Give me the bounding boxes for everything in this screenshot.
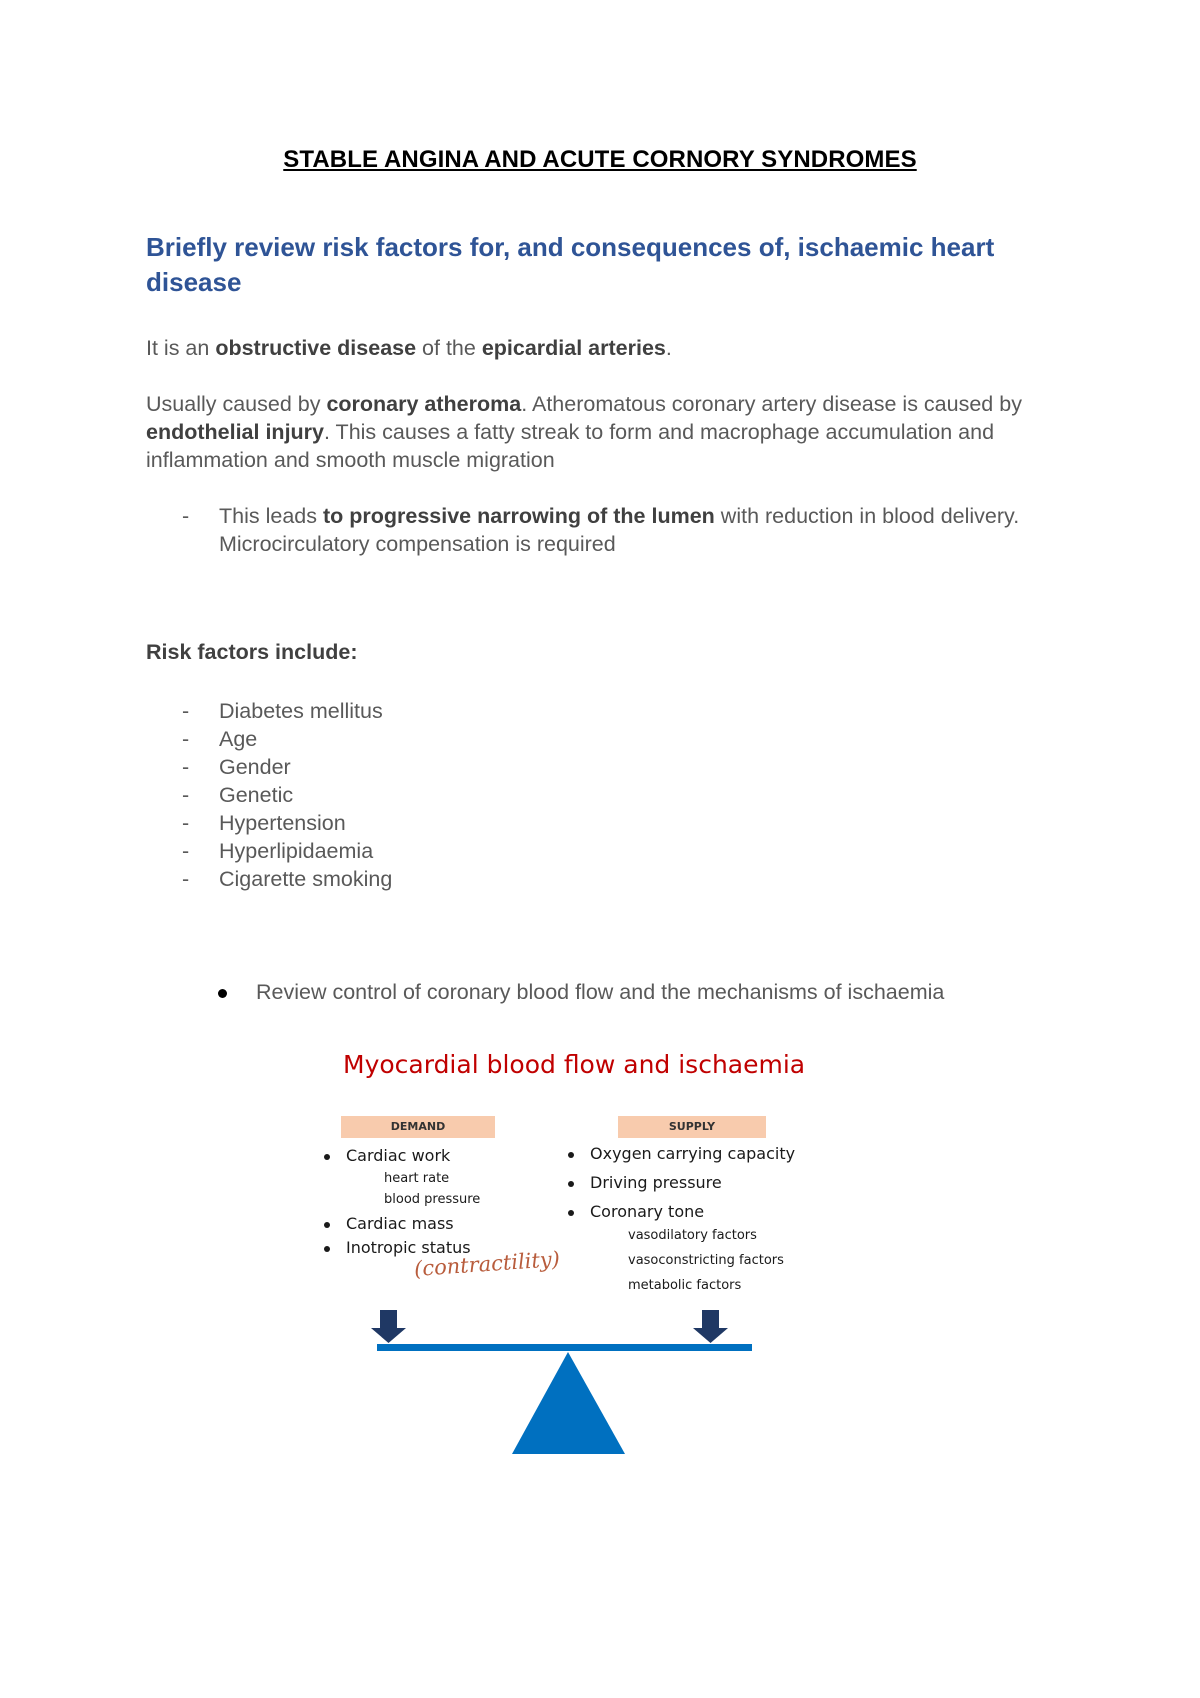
supply-item: Oxygen carrying capacity: [590, 1144, 795, 1163]
demand-subitem: heart rate: [384, 1171, 450, 1186]
bullet-icon: [218, 989, 227, 998]
paragraph-definition: It is an obstructive disease of the epicardial arteries.: [146, 336, 672, 360]
supply-subitem: metabolic factors: [628, 1278, 742, 1293]
demand-label: DEMAND: [341, 1116, 495, 1138]
demand-item: Cardiac mass: [346, 1214, 454, 1233]
document-page: STABLE ANGINA AND ACUTE CORNORY SYNDROMES Briefly review risk factors for, and consequences of, ischaemic heart disease It is an obstructive disease of the epicardial arteries. Usually caused by coronary atheroma. Atheromatous coronary artery disease is caused by endothelial injury. This causes a fatty streak to form and macrophage accumulation and inflammation and smooth muscle migration - This leads to progressive narrowing of the lumen with reduction in blood delivery. Microcirculatory compensation is required Risk factors include: - Diabetes mellitus - Age - Gender - Genetic - Hypertension - Hyperlipidaemia - Cigarette smoking Review control of coronary blood flow and the mechanisms of ischaemia Myocardial blood flow and ischaemia DEMAND SUPPLY Cardiac work heart rate blood pressure Cardiac mass Inotropic status (contractility) Oxygen carrying capacity Driving pressure Coronary tone vasodilatory factors vasoconstricting factors metabolic factors: [0, 0, 1200, 1698]
supply-item: Driving pressure: [590, 1173, 722, 1192]
figure-title: Myocardial blood flow and ischaemia: [343, 1050, 806, 1079]
figure-myocardial-blood-flow: [300, 1040, 920, 1470]
demand-item: Inotropic status: [346, 1238, 471, 1257]
seesaw-beam: [377, 1344, 752, 1351]
dash-point-text: This leads to progressive narrowing of the lumen with reduction in blood delivery. Microcirculatory compensation is required: [219, 504, 1020, 556]
supply-subitem: vasodilatory factors: [628, 1228, 757, 1243]
demand-subitem: blood pressure: [384, 1192, 481, 1207]
supply-subitem: vasoconstricting factors: [628, 1253, 784, 1268]
supply-arrow-icon: [693, 1310, 728, 1343]
section-heading: Briefly review risk factors for, and consequences of, ischaemic heart disease: [146, 232, 995, 297]
seesaw-diagram: [300, 1040, 920, 1470]
dash-marker: -: [182, 504, 190, 528]
supply-item: Coronary tone: [590, 1202, 704, 1221]
demand-arrow-icon: [371, 1310, 406, 1343]
handwritten-annotation: (contractility): [413, 1246, 561, 1282]
supply-label: SUPPLY: [618, 1116, 766, 1138]
seesaw-fulcrum: [512, 1352, 625, 1454]
demand-item: Cardiac work: [346, 1146, 450, 1165]
paragraph-cause: Usually caused by coronary atheroma. Atheromatous coronary artery disease is caused by endothelial injury. This causes a fatty streak to form and macrophage accumulation and inflammation and smooth muscle migration: [146, 392, 1022, 472]
risk-factors-heading: Risk factors include:: [146, 640, 358, 664]
document-title: STABLE ANGINA AND ACUTE CORNORY SYNDROMES: [283, 146, 917, 173]
